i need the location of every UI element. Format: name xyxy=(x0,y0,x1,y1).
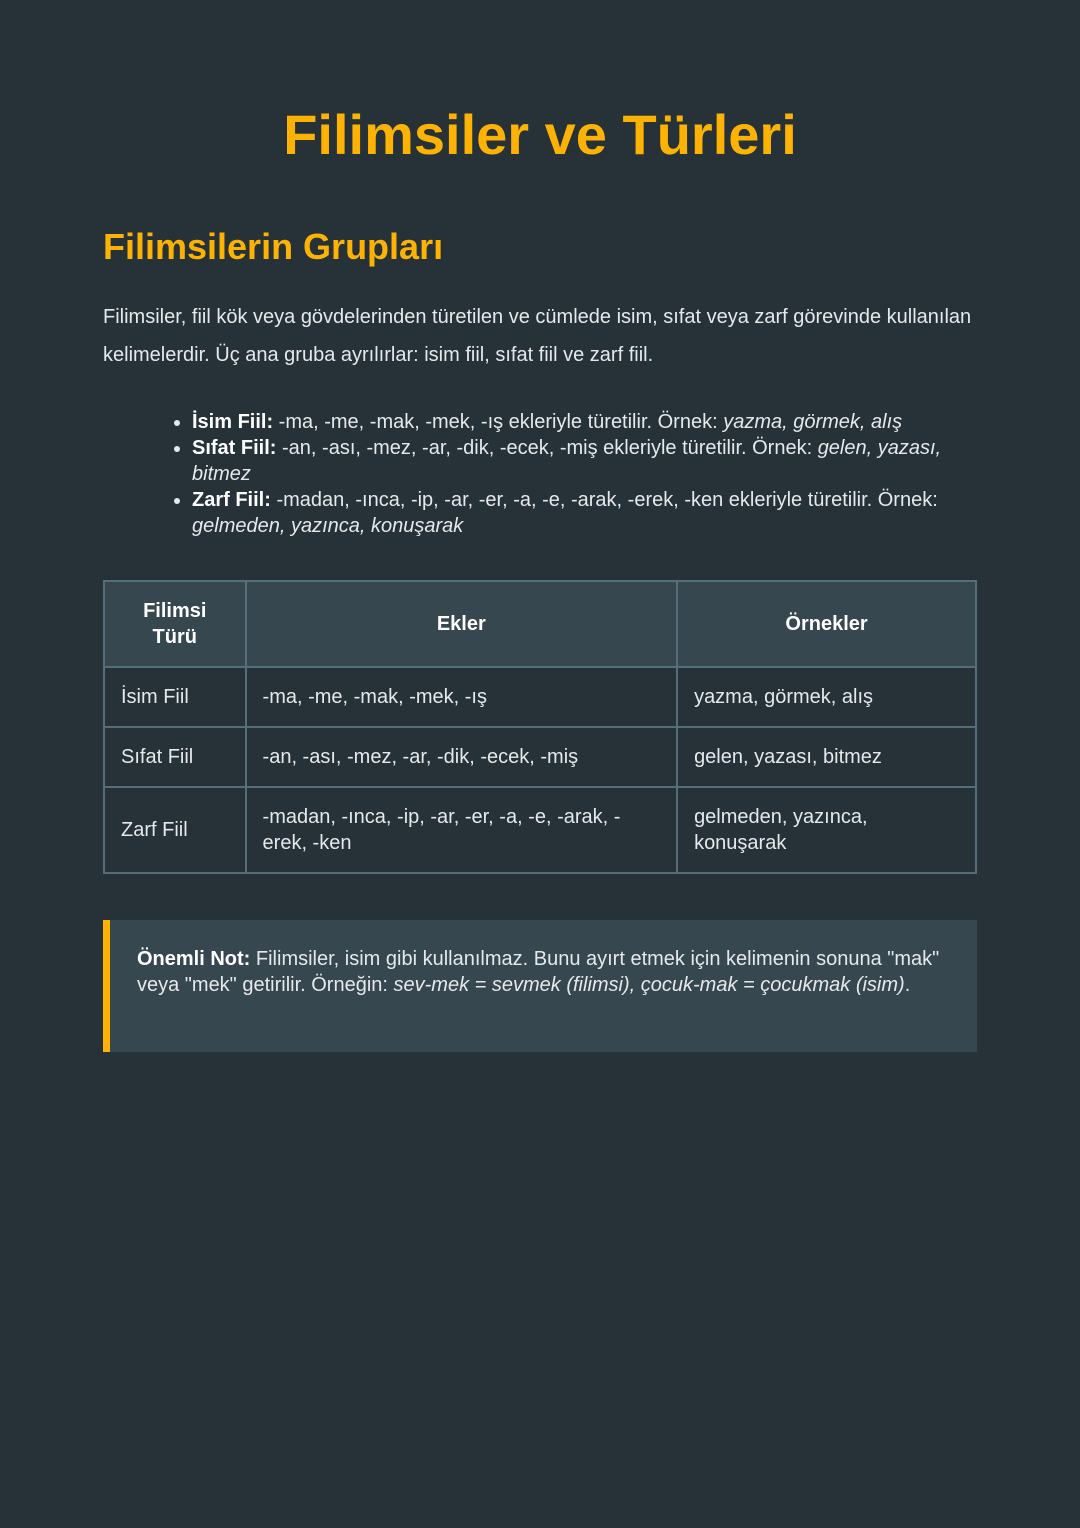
header-text: Filimsi Türü xyxy=(143,600,207,648)
cell-text: gelmeden, yazınca, konuşarak xyxy=(694,806,868,854)
table-row xyxy=(104,727,976,787)
important-note xyxy=(103,920,977,1052)
cell-text: -madan, -ınca, -ip, -ar, -er, -a, -e, -arak, -erek, -ken xyxy=(262,806,621,854)
intro-paragraph: Filimsiler, fiil kök veya gövdelerinden türetilen ve cümlede isim, sıfat veya zarf görevinde kullanılan kelimelerdir. Üç ana gruba ayrılırlar: isim fiil, sıfat fiil ve zarf fiil. xyxy=(103,306,972,366)
section-heading: Filimsilerin Grupları xyxy=(103,226,444,267)
table-cell: -an, -ası, -mez, -ar, -dik, -ecek, -miş xyxy=(246,727,678,787)
table-header-row xyxy=(104,581,976,667)
table-cell: gelen, yazası, bitmez xyxy=(677,727,976,787)
list-text: -madan, -ınca, -ip, -ar, -er, -a, -e, -arak, -erek, -ken ekleriyle türetilir. Örnek: xyxy=(270,489,938,511)
list-text: -an, -ası, -mez, -ar, -dik, -ecek, -miş ekleriyle türetilir. Örnek: xyxy=(276,437,818,459)
note-text: Filimsiler, isim gibi kullanılmaz. Bunu ayırt etmek için kelimenin sonuna "mak" veya "mek" getirilir. Örneğin: xyxy=(137,948,940,996)
header-cell: Örnekler xyxy=(677,581,976,667)
table-cell xyxy=(677,787,976,873)
list-example: gelmeden, yazınca, konuşarak xyxy=(192,515,464,537)
list-term: İsim Fiil: xyxy=(192,411,274,433)
table-cell: yazma, görmek, alış xyxy=(677,667,976,727)
list-term: Sıfat Fiil: xyxy=(192,437,277,459)
list-example: yazma, görmek, alış xyxy=(723,411,903,433)
header-cell xyxy=(104,581,246,667)
page-title: Filimsiler ve Türleri xyxy=(283,103,797,166)
table-row xyxy=(104,787,976,873)
table-cell xyxy=(246,787,678,873)
list-item xyxy=(192,487,992,539)
table-cell: Zarf Fiil xyxy=(104,787,246,873)
list-term: Zarf Fiil: xyxy=(192,489,271,511)
list-text: -ma, -me, -mak, -mek, -ış ekleriyle türetilir. Örnek: xyxy=(273,411,724,433)
note-example: sev-mek = sevmek (filimsi), çocuk-mak = çocukmak (isim) xyxy=(393,974,905,996)
list-item xyxy=(192,409,992,435)
note-label: Önemli Not: xyxy=(137,948,251,970)
group-list xyxy=(167,409,992,539)
table-row xyxy=(104,667,976,727)
table-cell: İsim Fiil xyxy=(104,667,246,727)
filimsi-table xyxy=(103,580,977,874)
table-cell: Sıfat Fiil xyxy=(104,727,246,787)
list-item xyxy=(192,435,992,487)
note-end: . xyxy=(904,974,911,996)
list-example: gelen, yazası, bitmez xyxy=(192,437,942,485)
header-cell: Ekler xyxy=(246,581,678,667)
table-cell: -ma, -me, -mak, -mek, -ış xyxy=(246,667,678,727)
